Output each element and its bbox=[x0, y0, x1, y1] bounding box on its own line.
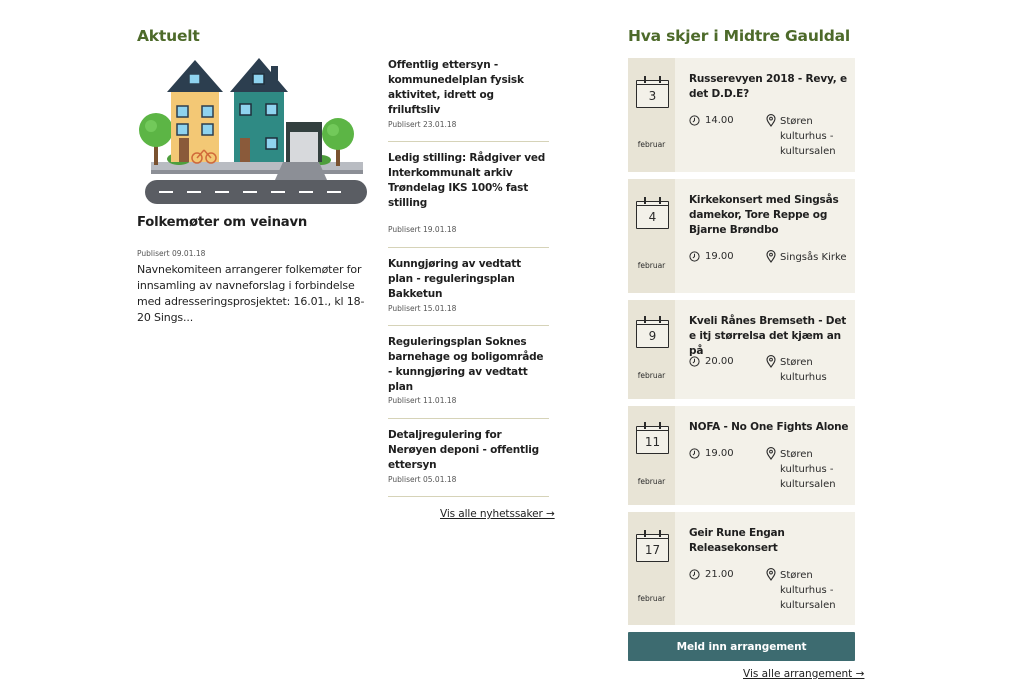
news-heading: Aktuelt bbox=[137, 27, 200, 45]
calendar-icon bbox=[636, 80, 669, 108]
event-month: februar bbox=[637, 477, 666, 486]
news-list bbox=[388, 58, 549, 497]
clock-icon bbox=[689, 115, 700, 126]
all-news-link[interactable]: Vis alle nyhetssaker → bbox=[440, 508, 555, 520]
event-title[interactable]: Russerevyen 2018 - Revy, e det D.D.E? bbox=[689, 73, 847, 100]
news-item-date: Publisert 05.01.18 bbox=[388, 475, 457, 484]
event-time-text: 19.00 bbox=[705, 448, 734, 459]
featured-news-excerpt: Navnekomiteen arrangerer folkemøter for innsamling av navneforslag i forbindelse med adresseringsprosjektet: 16.01., kl 18-20 Sings... bbox=[137, 263, 365, 324]
calendar-icon bbox=[636, 534, 669, 562]
news-item[interactable] bbox=[388, 326, 549, 419]
news-item-title[interactable]: Ledig stilling: Rådgiver ved Interkommunalt arkiv Trøndelag IKS 100% fast stilling bbox=[388, 152, 546, 209]
location-pin-icon bbox=[766, 250, 776, 263]
event-time-text: 21.00 bbox=[705, 569, 734, 580]
event-time-text: 14.00 bbox=[705, 115, 734, 126]
clock-icon bbox=[689, 356, 700, 367]
news-item-title[interactable]: Offentlig ettersyn - kommunedelplan fysisk aktivitet, idrett og friluftsliv bbox=[388, 59, 524, 116]
featured-news-title[interactable]: Folkemøter om veinavn bbox=[137, 215, 308, 230]
news-item-title[interactable]: Reguleringsplan Soknes barnehage og boligområde - kunngjøring av vedtatt plan bbox=[388, 336, 544, 393]
event-date bbox=[628, 179, 675, 293]
event-card[interactable] bbox=[628, 179, 855, 293]
clock-icon bbox=[689, 448, 700, 459]
event-month: februar bbox=[637, 261, 666, 270]
calendar-icon bbox=[636, 320, 669, 348]
calendar-icon bbox=[636, 426, 669, 454]
event-month: februar bbox=[637, 371, 666, 380]
event-month: februar bbox=[637, 594, 666, 603]
event-time bbox=[689, 569, 734, 580]
event-date bbox=[628, 512, 675, 625]
event-time bbox=[689, 448, 734, 459]
event-day: 3 bbox=[648, 89, 657, 103]
news-item-title[interactable]: Detaljregulering for Nerøyen deponi - offentlig ettersyn bbox=[388, 429, 539, 471]
events-heading: Hva skjer i Midtre Gauldal bbox=[628, 27, 851, 45]
event-time bbox=[689, 115, 734, 126]
event-location-text: Støren kulturhus - kultursalen bbox=[780, 449, 836, 490]
news-item-date: Publisert 15.01.18 bbox=[388, 304, 457, 313]
event-location-text: Støren kulturhus bbox=[780, 357, 827, 383]
event-location-text: Støren kulturhus - kultursalen bbox=[780, 570, 836, 611]
event-title[interactable]: Kirkekonsert med Singsås damekor, Tore Reppe og Bjarne Brøndbo bbox=[689, 194, 839, 236]
event-title[interactable]: Kveli Rånes Bremseth - Det e itj størrelsa det kjæm an på bbox=[689, 315, 847, 357]
clock-icon bbox=[689, 251, 700, 262]
location-pin-icon bbox=[766, 568, 776, 581]
featured-news-date: Publisert 09.01.18 bbox=[137, 249, 206, 258]
news-item[interactable] bbox=[388, 248, 549, 326]
news-item[interactable] bbox=[388, 58, 549, 142]
event-card[interactable] bbox=[628, 512, 855, 625]
event-location-text: Støren kulturhus - kultursalen bbox=[780, 116, 836, 157]
news-item-date: Publisert 11.01.18 bbox=[388, 396, 457, 405]
location-pin-icon bbox=[766, 114, 776, 127]
news-item-date: Publisert 23.01.18 bbox=[388, 120, 457, 129]
news-item[interactable] bbox=[388, 142, 549, 248]
location-pin-icon bbox=[766, 447, 776, 460]
clock-icon bbox=[689, 569, 700, 580]
event-time-text: 20.00 bbox=[705, 356, 734, 367]
event-date bbox=[628, 406, 675, 505]
event-date bbox=[628, 300, 675, 399]
event-location-text: Singsås Kirke bbox=[780, 252, 847, 263]
event-card[interactable] bbox=[628, 58, 855, 172]
event-card[interactable] bbox=[628, 406, 855, 505]
news-item[interactable] bbox=[388, 419, 549, 497]
event-month: februar bbox=[637, 140, 666, 149]
event-time bbox=[689, 356, 734, 367]
event-title[interactable]: NOFA - No One Fights Alone bbox=[689, 421, 849, 433]
event-date bbox=[628, 58, 675, 172]
event-day: 17 bbox=[644, 543, 661, 557]
location-pin-icon bbox=[766, 355, 776, 368]
event-time bbox=[689, 251, 734, 262]
event-title[interactable]: Geir Rune Engan Releasekonsert bbox=[689, 527, 785, 554]
houses-illustration[interactable] bbox=[137, 58, 369, 208]
all-events-link[interactable]: Vis alle arrangement → bbox=[743, 668, 865, 680]
event-time-text: 19.00 bbox=[705, 251, 734, 262]
event-day: 11 bbox=[644, 435, 661, 449]
event-day: 4 bbox=[648, 210, 657, 224]
event-day: 9 bbox=[648, 329, 657, 343]
news-item-date: Publisert 19.01.18 bbox=[388, 225, 457, 234]
news-item-title[interactable]: Kunngjøring av vedtatt plan - reguleringsplan Bakketun bbox=[388, 258, 521, 300]
calendar-icon bbox=[636, 201, 669, 229]
submit-event-button[interactable]: Meld inn arrangement bbox=[628, 632, 855, 661]
event-card[interactable] bbox=[628, 300, 855, 399]
